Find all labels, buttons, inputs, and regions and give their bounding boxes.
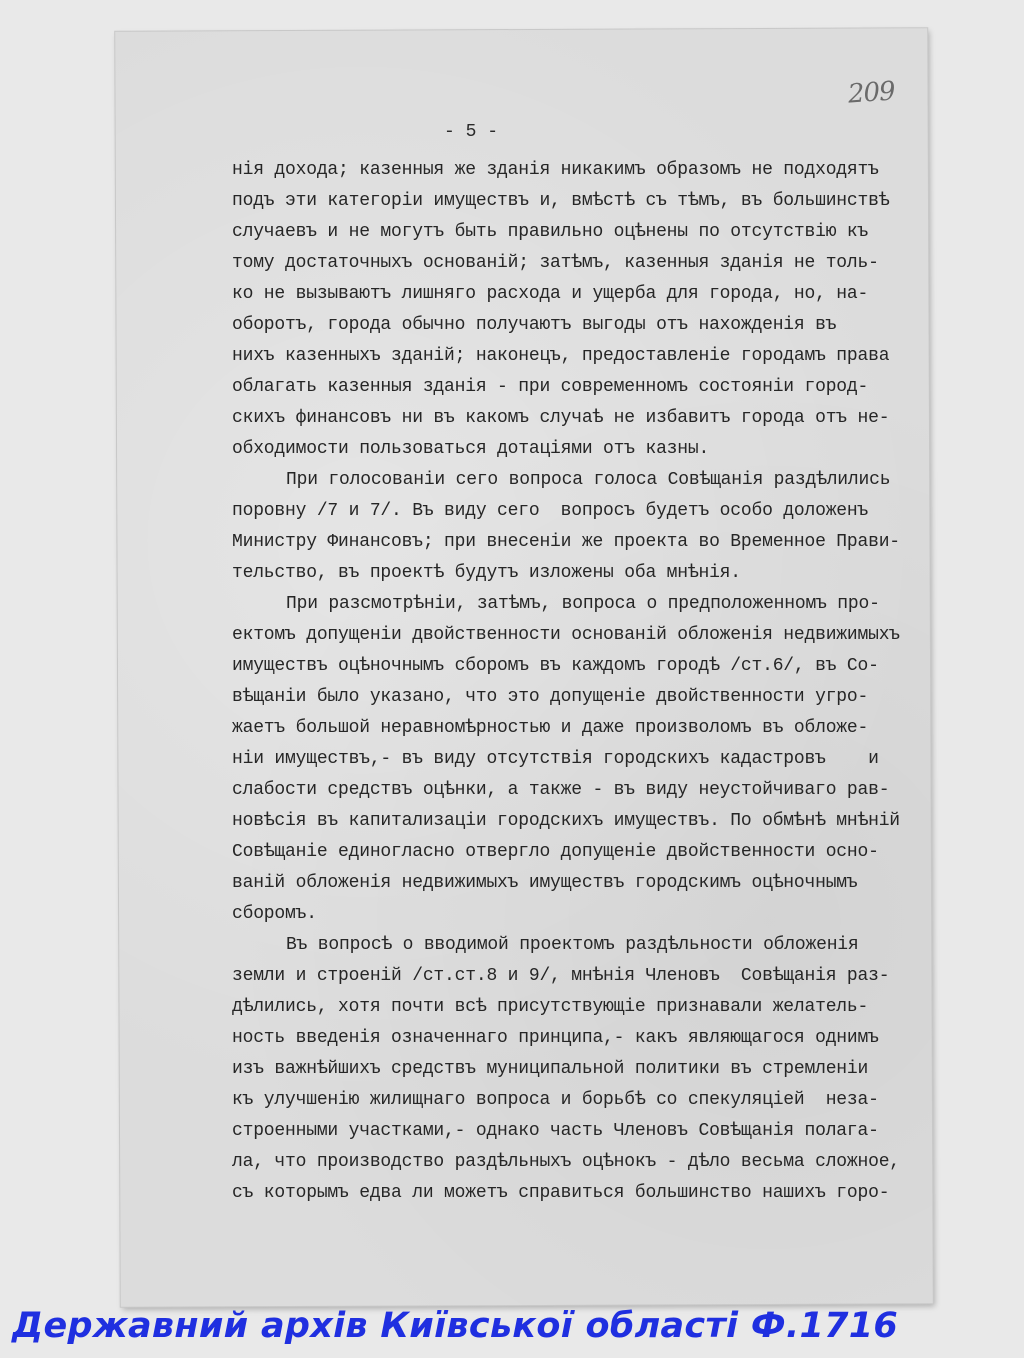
text-line: сборомъ. — [232, 904, 317, 924]
text-line: случаевъ и не могутъ быть правильно оцѣнены по отсутствію къ — [232, 222, 869, 242]
text-line: обходимости пользоваться дотаціями отъ казны. — [232, 439, 710, 459]
text-line: дѣлились, хотя почти всѣ присутствующіе признавали желатель- — [232, 997, 869, 1017]
text-line: ектомъ допущеніи двойственности основаній обложенія недвижимыхъ — [232, 625, 900, 645]
text-line: тому достаточныхъ основаній; затѣмъ, казенныя зданія не толь- — [232, 253, 879, 273]
text-line: ніи имуществъ,- въ виду отсутствія городскихъ кадастровъ и — [232, 749, 879, 769]
archive-folio-number: 209 — [847, 76, 896, 110]
text-line: ла, что производство раздѣльныхъ оцѣнокъ - дѣло весьма сложное, — [232, 1152, 900, 1172]
text-line: При разсмотрѣніи, затѣмъ, вопроса о предположенномъ про- — [286, 594, 880, 614]
text-line: вѣщаніи было указано, что это допущеніе двойственности угро- — [232, 687, 869, 707]
document-body — [232, 155, 912, 1209]
text-line: облагать казенныя зданія - при современномъ состояніи город- — [232, 377, 869, 397]
text-line: съ которымъ едва ли можетъ справиться большинство нашихъ горо- — [232, 1183, 890, 1203]
text-line: нія дохода; казенныя же зданія никакимъ образомъ не подходятъ — [232, 160, 879, 180]
text-line: нихъ казенныхъ зданій; наконецъ, предоставленіе городамъ права — [232, 346, 890, 366]
archive-watermark: Державний архів Київської області Ф.1716 — [12, 1306, 899, 1346]
text-line: оборотъ, города обычно получаютъ выгоды отъ нахожденія въ — [232, 315, 837, 335]
page-number: - 5 - — [444, 122, 499, 142]
text-line: изъ важнѣйшихъ средствъ муниципальной политики въ стремленіи — [232, 1059, 869, 1079]
paragraph — [232, 155, 912, 465]
text-line: имуществъ оцѣночнымъ сборомъ въ каждомъ городѣ /ст.6/, въ Со- — [232, 656, 879, 676]
text-line: слабости средствъ оцѣнки, а также - въ виду неустойчиваго рав- — [232, 780, 890, 800]
text-line: Совѣщаніе единогласно отвергло допущеніе двойственности осно- — [232, 842, 879, 862]
text-line: Министру Финансовъ; при внесеніи же проекта во Временное Прави- — [232, 532, 900, 552]
text-line: новѣсія въ капитализаціи городскихъ имуществъ. По обмѣнѣ мнѣній — [232, 811, 900, 831]
text-line: поровну /7 и 7/. Въ виду сего вопросъ будетъ особо доложенъ — [232, 501, 869, 521]
text-line: ко не вызываютъ лишняго расхода и ущерба для города, но, на- — [232, 284, 869, 304]
text-line: При голосованіи сего вопроса голоса Совѣщанія раздѣлились — [286, 470, 891, 490]
text-line: ность введенія означеннаго принципа,- какъ являющагося однимъ — [232, 1028, 879, 1048]
text-line: строенными участками,- однако часть Членовъ Совѣщанія полага- — [232, 1121, 879, 1141]
paragraph — [232, 930, 912, 1209]
text-line: тельство, въ проектѣ будутъ изложены оба мнѣнія. — [232, 563, 741, 583]
paragraph — [232, 589, 912, 930]
text-line: жаетъ большой неравномѣрностью и даже произволомъ въ обложе- — [232, 718, 869, 738]
text-line: подъ эти категоріи имуществъ и, вмѣстѣ съ тѣмъ, въ большинствѣ — [232, 191, 890, 211]
text-line: скихъ финансовъ ни въ какомъ случаѣ не избавитъ города отъ не- — [232, 408, 890, 428]
text-line: Въ вопросѣ о вводимой проектомъ раздѣльности обложенія — [286, 935, 859, 955]
text-line: къ улучшенію жилищнаго вопроса и борьбѣ со спекуляціей неза- — [232, 1090, 879, 1110]
text-line: земли и строеній /ст.ст.8 и 9/, мнѣнія Членовъ Совѣщанія раз- — [232, 966, 890, 986]
paragraph — [232, 465, 912, 589]
text-line: ваній обложенія недвижимыхъ имуществъ городскимъ оцѣночнымъ — [232, 873, 858, 893]
